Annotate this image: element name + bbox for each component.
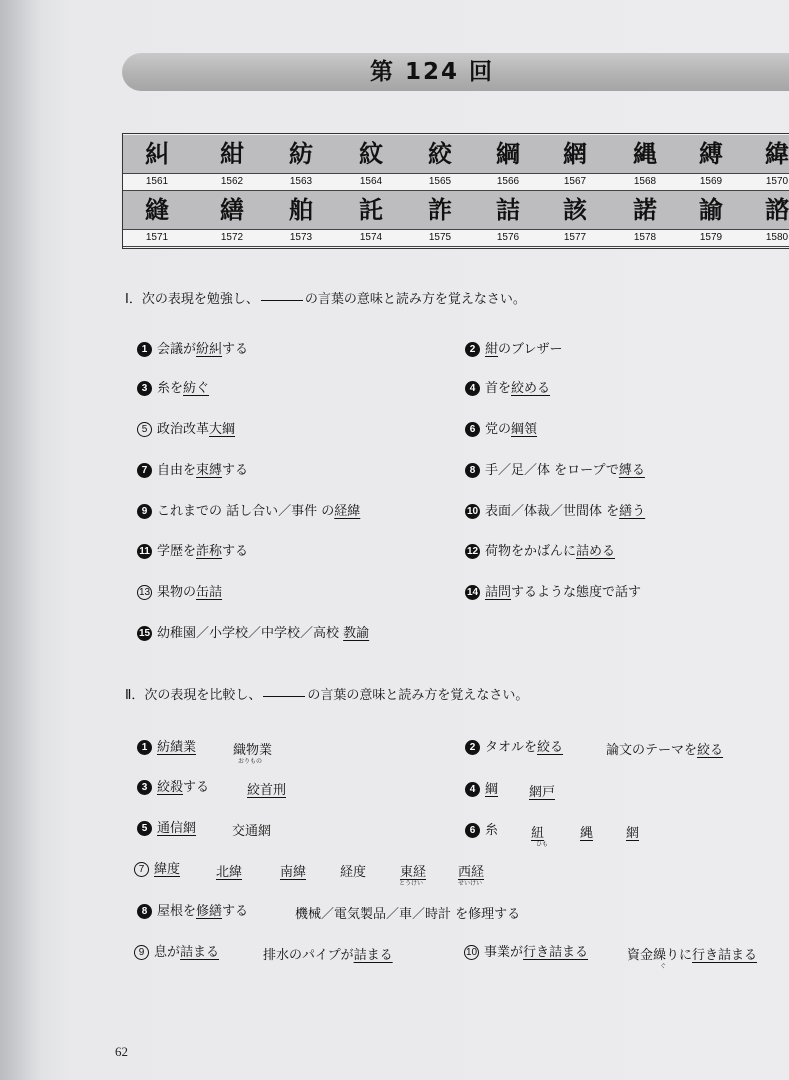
- study-item: [137, 503, 360, 521]
- phrase: 学歴を: [157, 544, 197, 559]
- term: 糸: [485, 823, 499, 838]
- kanji-number-cell: 1578: [633, 232, 657, 243]
- phrase: する: [222, 544, 249, 559]
- term: 紛糾: [196, 342, 223, 357]
- term: 修繕: [196, 904, 223, 919]
- section-2-title: [125, 684, 528, 703]
- phrase: する: [222, 904, 249, 919]
- phrase: 糸を: [157, 381, 184, 396]
- phrase: する: [222, 463, 249, 478]
- item-number: 1: [137, 342, 152, 357]
- item-number: 11: [137, 544, 152, 559]
- compare-phrase: [263, 944, 393, 963]
- item-number: 9: [137, 504, 152, 519]
- compare-term: 網: [626, 826, 640, 841]
- blank-line: [263, 695, 305, 697]
- item-number: 10: [466, 506, 479, 517]
- item-number: 7: [137, 463, 152, 478]
- term: 行き詰まる: [523, 945, 589, 960]
- compare-item-2: [465, 739, 563, 757]
- kanji-cell: 紋: [359, 139, 383, 168]
- item-number: 12: [466, 546, 479, 557]
- kanji-cell: 諮: [765, 195, 789, 224]
- kanji-number-cell: 1561: [145, 176, 169, 187]
- kanji-number-cell: 1566: [496, 176, 520, 187]
- phrase: 政治改革: [157, 422, 210, 437]
- phrase: するような態度で話す: [511, 585, 642, 600]
- kanji-cell: 緯: [765, 139, 789, 168]
- section-2-title-prefix: Ⅱ．次の表現を比較し、: [125, 688, 262, 703]
- kanji-cell: 託: [359, 195, 383, 224]
- compare-term: 東経: [400, 865, 427, 880]
- item-number: 5: [137, 422, 152, 437]
- term: 教諭: [343, 626, 370, 641]
- kanji-number-cell: 1573: [289, 232, 313, 243]
- kanji-number-cell: 1563: [289, 176, 313, 187]
- item-number: 13: [138, 587, 151, 598]
- compare-item-5: [137, 820, 196, 838]
- section-2-title-suffix: の言葉の意味と読み方を覚えなさい。: [307, 688, 529, 703]
- kanji-number-cell: 1565: [428, 176, 452, 187]
- item-number: 8: [137, 904, 152, 919]
- phrase: 息が: [154, 945, 181, 960]
- compare-item-4: [465, 781, 498, 799]
- phrase: 会議が: [157, 342, 197, 357]
- kanji-number-cell: 1577: [563, 232, 587, 243]
- term: 缶詰: [196, 585, 223, 600]
- study-item: [137, 584, 222, 602]
- kanji-cell: 舶: [289, 195, 313, 224]
- term: 綱領: [511, 422, 538, 437]
- compare-item-6: [465, 822, 498, 840]
- term: 紡ぐ: [183, 381, 210, 396]
- compare-term: 南緯: [280, 865, 307, 880]
- term: 詰問: [485, 585, 512, 600]
- page-number: 62: [115, 1044, 128, 1059]
- compare-term: 経度: [340, 865, 367, 880]
- compare-term: 織物業: [233, 743, 273, 758]
- study-item: [137, 625, 369, 643]
- item-number: 14: [466, 587, 479, 598]
- term: 紡績業: [157, 740, 197, 755]
- furigana: おりもの: [238, 758, 263, 765]
- kanji-number-row-1: [123, 173, 789, 191]
- compare-term: 西経: [458, 865, 485, 880]
- study-item: [137, 543, 248, 561]
- lesson-title: 第 124 回: [369, 59, 495, 85]
- term: 経緯: [334, 504, 361, 519]
- kanji-number-cell: 1562: [220, 176, 244, 187]
- kanji-number-cell: 1572: [220, 232, 244, 243]
- phrase: 幼稚園／小学校／中学校／高校: [157, 626, 344, 641]
- study-item: [137, 462, 248, 480]
- kanji-row-2: [123, 191, 789, 229]
- furigana: せいけい: [458, 880, 483, 887]
- compare-term: 縄: [580, 826, 594, 841]
- kanji-number-cell: 1580: [765, 232, 789, 243]
- kanji-cell: 詐: [428, 195, 452, 224]
- item-number: 10: [465, 947, 478, 958]
- blank-line: [261, 299, 303, 301]
- item-number: 1: [137, 740, 152, 755]
- item-number: 4: [465, 782, 480, 797]
- kanji-number-cell: 1570: [765, 176, 789, 187]
- term: 絞める: [511, 381, 551, 396]
- phrase: 排水のパイプが: [263, 948, 354, 963]
- term: 絞る: [697, 743, 724, 758]
- furigana: ひも: [536, 841, 549, 848]
- kanji-row-1: [123, 135, 789, 173]
- term: 紺: [485, 342, 499, 357]
- term: 緯度: [154, 862, 181, 877]
- kanji-cell: 縄: [633, 139, 657, 168]
- kanji-cell: 諭: [699, 195, 723, 224]
- page-shadow: [0, 0, 40, 1080]
- kanji-number-cell: 1564: [359, 176, 383, 187]
- kanji-cell: 絞: [428, 139, 452, 168]
- term: 繕う: [619, 504, 646, 519]
- phrase: 論文のテーマを: [606, 743, 698, 758]
- study-item: [465, 584, 641, 602]
- phrase: 果物の: [157, 585, 197, 600]
- kanji-cell: 紡: [289, 139, 313, 168]
- kanji-number-cell: 1571: [145, 232, 169, 243]
- compare-item-9: [134, 944, 219, 962]
- term: 縛る: [618, 463, 645, 478]
- phrase: 自由を: [157, 463, 197, 478]
- compare-term: 網戸: [529, 785, 556, 800]
- item-number: 6: [465, 422, 480, 437]
- phrase: 荷物をかばんに: [485, 544, 577, 559]
- item-number: 5: [137, 821, 152, 836]
- study-item: [465, 380, 550, 398]
- term: 詰まる: [180, 945, 220, 960]
- kanji-number-row-2: [123, 229, 789, 247]
- term: 束縛: [196, 463, 223, 478]
- phrase: 党の: [485, 422, 512, 437]
- item-number: 2: [465, 342, 480, 357]
- section-1-title: [125, 288, 526, 307]
- phrase: のブレザー: [498, 342, 563, 357]
- compare-item-3: [137, 779, 209, 797]
- item-number: 4: [465, 381, 480, 396]
- kanji-number-cell: 1575: [428, 232, 452, 243]
- phrase: する: [183, 780, 210, 795]
- kanji-cell: 縫: [145, 195, 169, 224]
- furigana: ぐ: [660, 963, 667, 970]
- compare-phrase: [606, 739, 723, 758]
- phrase: 手／足／体 をロープで: [485, 463, 619, 478]
- study-item: [465, 503, 645, 521]
- term: 行き詰まる: [692, 948, 758, 963]
- study-item: [137, 341, 248, 359]
- lesson-header: [122, 53, 789, 91]
- phrase: 表面／体裁／世間体 を: [485, 504, 620, 519]
- term: 綱: [485, 782, 499, 797]
- term: 通信網: [157, 821, 197, 836]
- item-number: 15: [138, 628, 151, 639]
- study-item: [465, 462, 645, 480]
- study-item: [137, 380, 209, 398]
- kanji-cell: 綱: [496, 139, 520, 168]
- phrase: これまでの 話し合い／事件 の: [157, 504, 335, 519]
- phrase: 資金繰りに: [627, 948, 693, 963]
- item-number: 3: [137, 381, 152, 396]
- item-number: 8: [465, 463, 480, 478]
- term: 詐称: [196, 544, 223, 559]
- compare-term: 交通網: [232, 824, 272, 839]
- kanji-number-cell: 1569: [699, 176, 723, 187]
- kanji-number-cell: 1579: [699, 232, 723, 243]
- kanji-number-cell: 1576: [496, 232, 520, 243]
- term: 絞殺: [157, 780, 184, 795]
- phrase: 首を: [485, 381, 512, 396]
- phrase: 屋根を: [157, 904, 197, 919]
- compare-item-7: [134, 861, 180, 879]
- kanji-cell: 詰: [496, 195, 520, 224]
- term: 絞る: [537, 740, 564, 755]
- item-number: 7: [134, 862, 149, 877]
- kanji-cell: 縛: [699, 139, 723, 168]
- study-item: [465, 421, 537, 439]
- compare-term: 絞首刑: [247, 783, 287, 798]
- study-item: [465, 341, 563, 359]
- compare-term: 紐: [531, 826, 545, 841]
- phrase: 事業が: [484, 945, 524, 960]
- compare-phrase: 機械／電気製品／車／時計 を修理する: [295, 907, 521, 922]
- furigana: とうけい: [399, 880, 424, 887]
- kanji-cell: 該: [563, 195, 587, 224]
- item-number: 6: [465, 823, 480, 838]
- kanji-number-cell: 1568: [633, 176, 657, 187]
- kanji-cell: 網: [563, 139, 587, 168]
- term: 詰める: [576, 544, 616, 559]
- section-1-title-prefix: Ⅰ．次の表現を勉強し、: [125, 292, 259, 307]
- compare-item-10: [464, 944, 588, 962]
- kanji-number-cell: 1574: [359, 232, 383, 243]
- kanji-cell: 糾: [145, 139, 169, 168]
- kanji-cell: 諾: [633, 195, 657, 224]
- phrase: する: [222, 342, 249, 357]
- study-item: [465, 543, 615, 561]
- section-1-title-suffix: の言葉の意味と読み方を覚えなさい。: [304, 292, 526, 307]
- compare-term: 北緯: [216, 865, 243, 880]
- compare-item-8: [137, 903, 248, 921]
- compare-item-1: [137, 739, 196, 757]
- item-number: 2: [465, 740, 480, 755]
- kanji-cell: 繕: [220, 195, 244, 224]
- item-number: 9: [134, 945, 149, 960]
- term: 詰まる: [353, 948, 393, 963]
- term: 大綱: [209, 422, 236, 437]
- kanji-cell: 紺: [220, 139, 244, 168]
- study-item: [137, 421, 235, 439]
- kanji-number-cell: 1567: [563, 176, 587, 187]
- compare-phrase: [627, 944, 757, 963]
- phrase: タオルを: [485, 740, 538, 755]
- kanji-table: [122, 133, 789, 249]
- item-number: 3: [137, 780, 152, 795]
